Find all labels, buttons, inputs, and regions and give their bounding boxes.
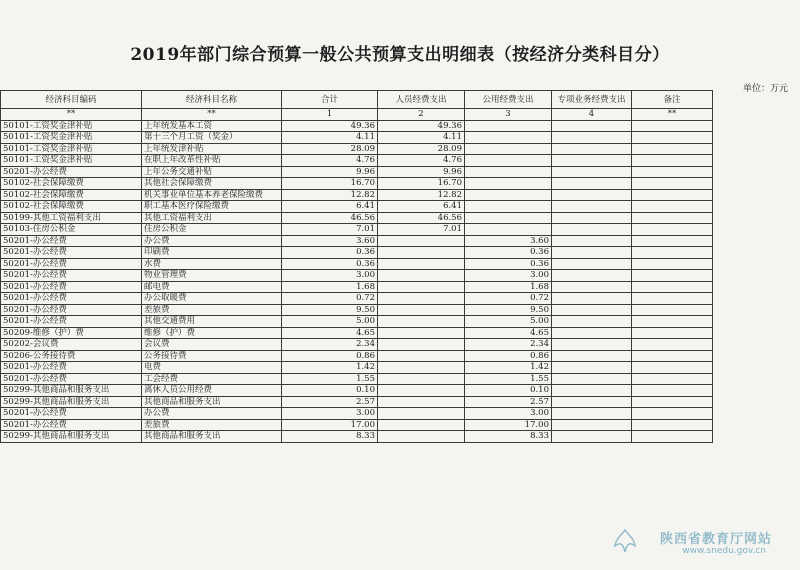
unit-label: 单位：万元	[742, 84, 788, 94]
remark-cell	[632, 235, 713, 247]
index-cell: 2	[378, 109, 465, 121]
total-cell: 46.56	[282, 212, 378, 224]
personnel-cell	[378, 247, 465, 259]
table-row	[1, 350, 713, 362]
special-cell	[552, 339, 632, 351]
page-title: 2019年部门综合预算一般公共预算支出明细表（按经济分类科目分）	[130, 45, 670, 65]
personnel-cell: 28.09	[378, 143, 465, 155]
header-row	[1, 91, 713, 109]
watermark-logo-icon	[612, 528, 638, 554]
total-cell: 3.00	[282, 408, 378, 420]
code-cell: 50201-办公经费	[1, 281, 142, 293]
code-cell: 50201-办公经费	[1, 373, 142, 385]
public-cell	[465, 155, 552, 167]
personnel-cell	[378, 431, 465, 443]
code-cell: 50202-会议费	[1, 339, 142, 351]
personnel-cell: 9.96	[378, 166, 465, 178]
remark-cell	[632, 120, 713, 132]
public-cell	[465, 166, 552, 178]
col-header-name: 经济科目名称	[142, 91, 282, 109]
table-row	[1, 132, 713, 144]
remark-cell	[632, 362, 713, 374]
code-cell: 50103-住房公积金	[1, 224, 142, 236]
table-row	[1, 270, 713, 282]
budget-table	[0, 90, 713, 443]
remark-cell	[632, 316, 713, 328]
total-cell: 3.60	[282, 235, 378, 247]
code-cell: 50201-办公经费	[1, 304, 142, 316]
code-cell: 50101-工资奖金津补贴	[1, 132, 142, 144]
total-cell: 12.82	[282, 189, 378, 201]
total-cell: 4.76	[282, 155, 378, 167]
table-row	[1, 189, 713, 201]
remark-cell	[632, 431, 713, 443]
table-row	[1, 258, 713, 270]
personnel-cell	[378, 385, 465, 397]
remark-cell	[632, 201, 713, 213]
table-row	[1, 281, 713, 293]
total-cell: 0.72	[282, 293, 378, 305]
public-cell: 3.60	[465, 235, 552, 247]
name-cell: 办公费	[142, 408, 282, 420]
table-row	[1, 166, 713, 178]
special-cell	[552, 247, 632, 259]
total-cell: 3.00	[282, 270, 378, 282]
table-row	[1, 385, 713, 397]
name-cell: 离休人员公用经费	[142, 385, 282, 397]
remark-cell	[632, 408, 713, 420]
personnel-cell	[378, 327, 465, 339]
name-cell: 公务接待费	[142, 350, 282, 362]
special-cell	[552, 258, 632, 270]
remark-cell	[632, 155, 713, 167]
personnel-cell: 12.82	[378, 189, 465, 201]
personnel-cell: 4.76	[378, 155, 465, 167]
name-cell: 其他社会保障缴费	[142, 178, 282, 190]
total-cell: 1.68	[282, 281, 378, 293]
name-cell: 其他交通费用	[142, 316, 282, 328]
table-row	[1, 120, 713, 132]
remark-cell	[632, 304, 713, 316]
special-cell	[552, 431, 632, 443]
code-cell: 50201-办公经费	[1, 293, 142, 305]
code-cell: 50102-社会保障缴费	[1, 189, 142, 201]
special-cell	[552, 270, 632, 282]
public-cell: 3.00	[465, 408, 552, 420]
personnel-cell	[378, 258, 465, 270]
public-cell: 0.36	[465, 258, 552, 270]
remark-cell	[632, 270, 713, 282]
name-cell: 上年公务交通补贴	[142, 166, 282, 178]
personnel-cell	[378, 304, 465, 316]
personnel-cell	[378, 419, 465, 431]
total-cell: 4.65	[282, 327, 378, 339]
remark-cell	[632, 258, 713, 270]
code-cell: 50299-其他商品和服务支出	[1, 385, 142, 397]
personnel-cell	[378, 293, 465, 305]
special-cell	[552, 178, 632, 190]
table-row	[1, 316, 713, 328]
total-cell: 1.42	[282, 362, 378, 374]
special-cell	[552, 362, 632, 374]
table-body	[1, 109, 713, 443]
col-header-remark: 备注	[632, 91, 713, 109]
personnel-cell	[378, 362, 465, 374]
col-header-code: 经济科目编码	[1, 91, 142, 109]
public-cell: 9.50	[465, 304, 552, 316]
code-cell: 50201-办公经费	[1, 258, 142, 270]
code-cell: 50201-办公经费	[1, 419, 142, 431]
personnel-cell: 46.56	[378, 212, 465, 224]
code-cell: 50102-社会保障缴费	[1, 178, 142, 190]
public-cell	[465, 120, 552, 132]
code-cell: 50209-维修（护）费	[1, 327, 142, 339]
name-cell: 电费	[142, 362, 282, 374]
public-cell	[465, 143, 552, 155]
special-cell	[552, 373, 632, 385]
total-cell: 2.34	[282, 339, 378, 351]
special-cell	[552, 143, 632, 155]
special-cell	[552, 327, 632, 339]
name-cell: 其他商品和服务支出	[142, 431, 282, 443]
table-row	[1, 235, 713, 247]
personnel-cell: 6.41	[378, 201, 465, 213]
personnel-cell: 7.01	[378, 224, 465, 236]
code-cell: 50101-工资奖金津补贴	[1, 120, 142, 132]
personnel-cell: 49.36	[378, 120, 465, 132]
watermark-site-name: 陕西省教育厅网站	[659, 532, 772, 547]
personnel-cell	[378, 350, 465, 362]
public-cell: 17.00	[465, 419, 552, 431]
personnel-cell	[378, 316, 465, 328]
col-header-special: 专项业务经费支出	[552, 91, 632, 109]
remark-cell	[632, 396, 713, 408]
table-row	[1, 247, 713, 259]
remark-cell	[632, 189, 713, 201]
name-cell: 上年统发基本工资	[142, 120, 282, 132]
name-cell: 住房公积金	[142, 224, 282, 236]
public-cell: 2.34	[465, 339, 552, 351]
total-cell: 0.36	[282, 247, 378, 259]
total-cell: 49.36	[282, 120, 378, 132]
name-cell: 印刷费	[142, 247, 282, 259]
special-cell	[552, 316, 632, 328]
name-cell: 第十三个月工资（奖金）	[142, 132, 282, 144]
name-cell: 办公取暖费	[142, 293, 282, 305]
table-row	[1, 155, 713, 167]
public-cell	[465, 189, 552, 201]
remark-cell	[632, 212, 713, 224]
code-cell: 50299-其他商品和服务支出	[1, 431, 142, 443]
remark-cell	[632, 339, 713, 351]
remark-cell	[632, 178, 713, 190]
remark-cell	[632, 327, 713, 339]
name-cell: 差旅费	[142, 304, 282, 316]
table-row	[1, 419, 713, 431]
remark-cell	[632, 385, 713, 397]
total-cell: 16.70	[282, 178, 378, 190]
special-cell	[552, 419, 632, 431]
total-cell: 4.11	[282, 132, 378, 144]
total-cell: 9.50	[282, 304, 378, 316]
remark-cell	[632, 419, 713, 431]
code-cell: 50102-社会保障缴费	[1, 201, 142, 213]
special-cell	[552, 189, 632, 201]
personnel-cell: 16.70	[378, 178, 465, 190]
col-header-personnel: 人员经费支出	[378, 91, 465, 109]
name-cell: 维修（护）费	[142, 327, 282, 339]
personnel-cell	[378, 408, 465, 420]
special-cell	[552, 396, 632, 408]
public-cell: 1.42	[465, 362, 552, 374]
table-row	[1, 212, 713, 224]
total-cell: 17.00	[282, 419, 378, 431]
name-cell: 其他商品和服务支出	[142, 396, 282, 408]
name-cell: 在职上年改革性补贴	[142, 155, 282, 167]
public-cell: 2.57	[465, 396, 552, 408]
code-cell: 50206-公务接待费	[1, 350, 142, 362]
code-cell: 50201-办公经费	[1, 362, 142, 374]
total-cell: 7.01	[282, 224, 378, 236]
remark-cell	[632, 373, 713, 385]
code-cell: 50199-其他工资福利支出	[1, 212, 142, 224]
total-cell: 1.55	[282, 373, 378, 385]
code-cell: 50101-工资奖金津补贴	[1, 155, 142, 167]
code-cell: 50201-办公经费	[1, 270, 142, 282]
total-cell: 6.41	[282, 201, 378, 213]
public-cell	[465, 178, 552, 190]
table-row	[1, 201, 713, 213]
table-row	[1, 396, 713, 408]
special-cell	[552, 120, 632, 132]
remark-cell	[632, 143, 713, 155]
code-cell: 50201-办公经费	[1, 247, 142, 259]
special-cell	[552, 201, 632, 213]
index-cell: **	[142, 109, 282, 121]
personnel-cell	[378, 396, 465, 408]
public-cell: 8.33	[465, 431, 552, 443]
public-cell: 0.72	[465, 293, 552, 305]
special-cell	[552, 224, 632, 236]
code-cell: 50201-办公经费	[1, 235, 142, 247]
table-row	[1, 224, 713, 236]
name-cell: 会议费	[142, 339, 282, 351]
public-cell: 3.00	[465, 270, 552, 282]
personnel-cell	[378, 270, 465, 282]
remark-cell	[632, 293, 713, 305]
total-cell: 0.36	[282, 258, 378, 270]
remark-cell	[632, 350, 713, 362]
remark-cell	[632, 224, 713, 236]
table-row	[1, 339, 713, 351]
special-cell	[552, 350, 632, 362]
table-row	[1, 143, 713, 155]
index-cell: 4	[552, 109, 632, 121]
special-cell	[552, 132, 632, 144]
index-cell: 3	[465, 109, 552, 121]
remark-cell	[632, 247, 713, 259]
name-cell: 职工基本医疗保险缴费	[142, 201, 282, 213]
col-header-public: 公用经费支出	[465, 91, 552, 109]
name-cell: 差旅费	[142, 419, 282, 431]
special-cell	[552, 304, 632, 316]
name-cell: 工会经费	[142, 373, 282, 385]
watermark-url: www.snedu.gov.cn	[682, 546, 766, 556]
public-cell: 0.86	[465, 350, 552, 362]
name-cell: 物业管理费	[142, 270, 282, 282]
name-cell: 上年统发津补贴	[142, 143, 282, 155]
total-cell: 0.10	[282, 385, 378, 397]
name-cell: 机关事业单位基本养老保险缴费	[142, 189, 282, 201]
special-cell	[552, 235, 632, 247]
special-cell	[552, 212, 632, 224]
table-row	[1, 431, 713, 443]
name-cell: 邮电费	[142, 281, 282, 293]
code-cell: 50201-办公经费	[1, 408, 142, 420]
col-header-total: 合计	[282, 91, 378, 109]
public-cell: 0.36	[465, 247, 552, 259]
remark-cell	[632, 281, 713, 293]
index-cell: 1	[282, 109, 378, 121]
public-cell	[465, 132, 552, 144]
total-cell: 9.96	[282, 166, 378, 178]
public-cell	[465, 212, 552, 224]
personnel-cell	[378, 339, 465, 351]
index-cell: **	[632, 109, 713, 121]
public-cell: 0.10	[465, 385, 552, 397]
special-cell	[552, 281, 632, 293]
table-row	[1, 304, 713, 316]
personnel-cell	[378, 373, 465, 385]
code-cell: 50201-办公经费	[1, 316, 142, 328]
total-cell: 8.33	[282, 431, 378, 443]
table-row	[1, 362, 713, 374]
public-cell: 1.55	[465, 373, 552, 385]
code-cell: 50101-工资奖金津补贴	[1, 143, 142, 155]
public-cell: 4.65	[465, 327, 552, 339]
special-cell	[552, 155, 632, 167]
personnel-cell: 4.11	[378, 132, 465, 144]
index-row	[1, 109, 713, 121]
remark-cell	[632, 132, 713, 144]
table-row	[1, 293, 713, 305]
personnel-cell	[378, 281, 465, 293]
public-cell	[465, 201, 552, 213]
special-cell	[552, 385, 632, 397]
special-cell	[552, 293, 632, 305]
personnel-cell	[378, 235, 465, 247]
code-cell: 50299-其他商品和服务支出	[1, 396, 142, 408]
public-cell	[465, 224, 552, 236]
special-cell	[552, 408, 632, 420]
table-row	[1, 178, 713, 190]
name-cell: 办公费	[142, 235, 282, 247]
table-row	[1, 373, 713, 385]
special-cell	[552, 166, 632, 178]
remark-cell	[632, 166, 713, 178]
public-cell: 5.00	[465, 316, 552, 328]
total-cell: 2.57	[282, 396, 378, 408]
code-cell: 50201-办公经费	[1, 166, 142, 178]
table-row	[1, 327, 713, 339]
name-cell: 水费	[142, 258, 282, 270]
index-cell: **	[1, 109, 142, 121]
table-row	[1, 408, 713, 420]
name-cell: 其他工资福利支出	[142, 212, 282, 224]
public-cell: 1.68	[465, 281, 552, 293]
total-cell: 0.86	[282, 350, 378, 362]
total-cell: 28.09	[282, 143, 378, 155]
total-cell: 5.00	[282, 316, 378, 328]
